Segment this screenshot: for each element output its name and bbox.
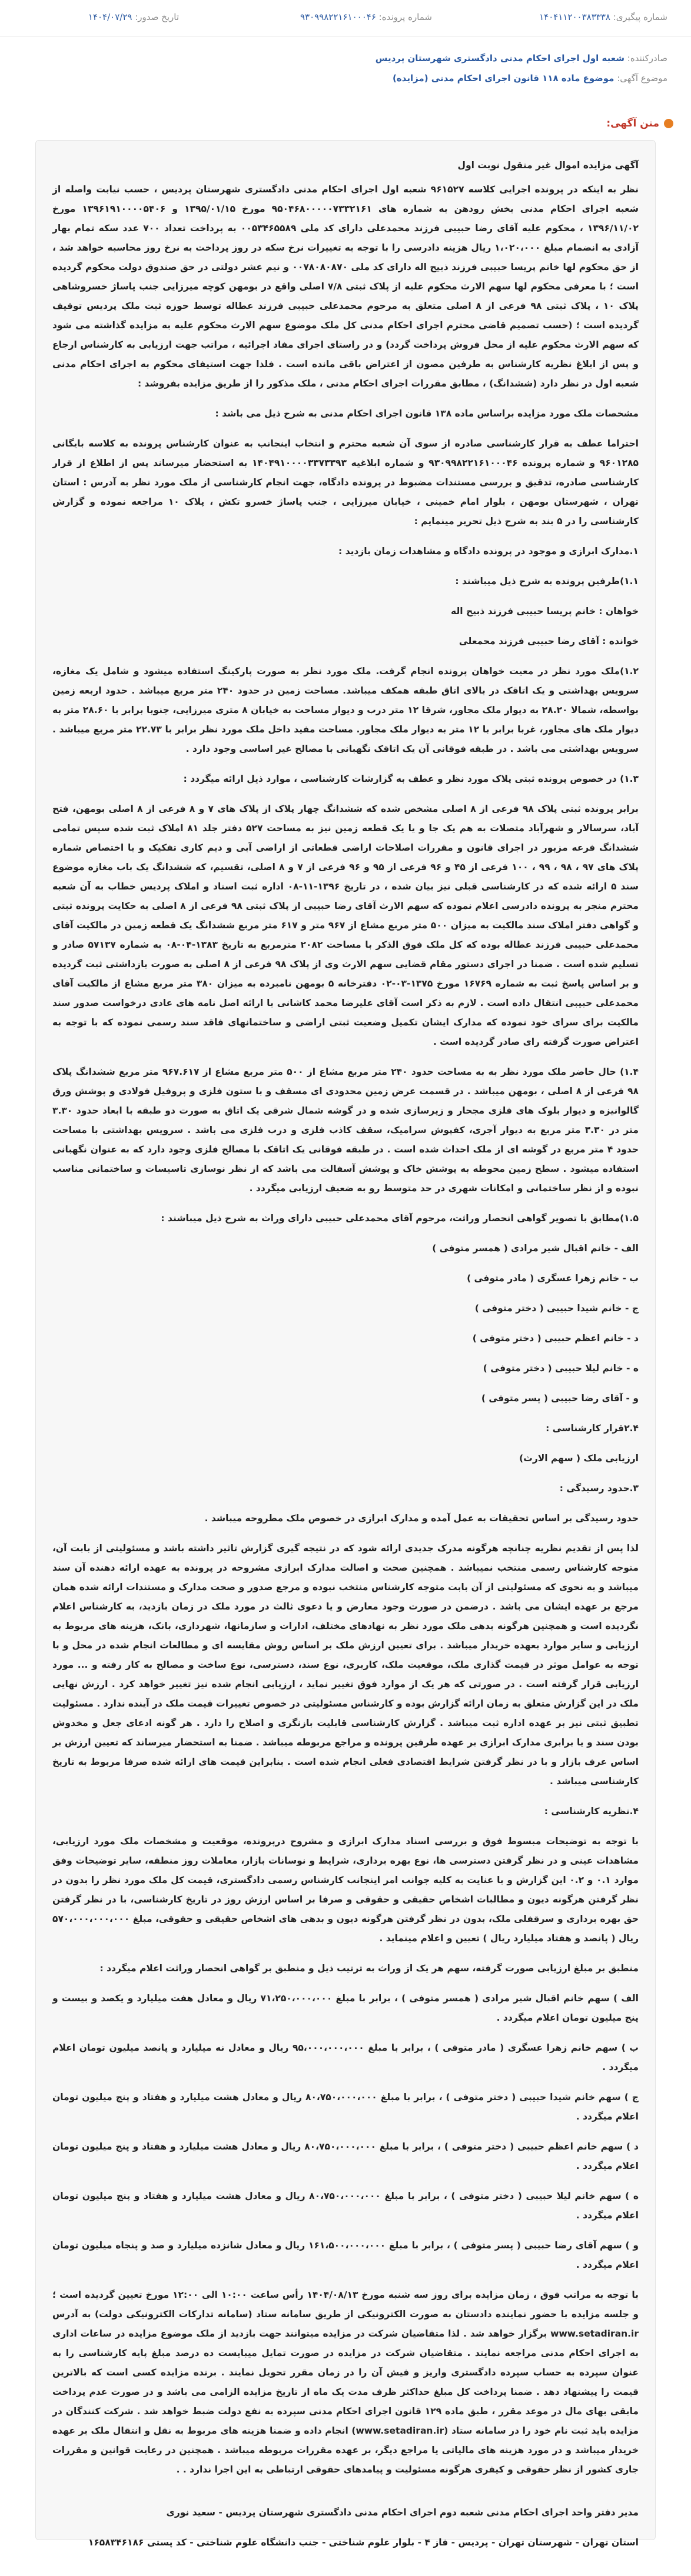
paragraph: ۱.۵)مطابق با تصویر گواهی انحصار وراثت، مرحوم آقای محمدعلی حبیبی دارای وراث به شرح ذیل میباشند :	[161, 1213, 639, 1224]
paragraph: الف ) سهم خانم اقبال شیر مرادی ( همسر متوفی ) ، برابر با مبلغ ۷۱،۲۵۰،۰۰۰،۰۰۰ ریال و معادل هفت میلیارد و یکصد و بیست و پنج میلیون تومان اعلام میگردد .	[52, 1993, 639, 2023]
paragraph: ه - خانم لیلا حبیبی ( دختر متوفی )	[483, 1363, 639, 1374]
address: استان تهران - شهرستان تهران - پردیس - فاز ۴ - بلوار علوم شناختی - جنب دانشگاه علوم شناختی - کد پستی ۱۶۵۸۳۴۶۱۸۶	[88, 2537, 639, 2548]
paragraph: برابر پرونده ثبتی پلاک ۹۸ فرعی از ۸ اصلی مشخص شده که ششدانگ چهار پلاک از پلاک های ۷ و ۸ فرعی از ۸ اصلی بومهن، فتح آباد، سرسالار و شهرآباد متصلات به هم یک جا و یا یک قطعه زمین نیز به مساحت ۵۲۷ دفتر جلد ۸۱ املاک ثبت شده سپس تمامی ششدانگ فرعه مزبور در اجرای قانون و مقررات اصلاحات اراضی قطعاتی از اراضی آبی و دیم کاری تفکیک و با اختصاص شماره پلاک های ۹۷ ، ۹۸ ، ۹۹ ، ۱۰۰ فرعی از ۴۵ و ۹۶ فرعی از ۹۵ و ۹۶ فرعی از ۷ و ۸ اصلی، تقسیم، که ششدانگ یک باب مغازه موضوع سند ۵ ارائه شده که در کارشناسی قبلی نیز بیان شده ، در تاریخ ۱۳۹۶-۱۱-۰۸ اداره ثبت اسناد و املاک پردیس خطاب به آن شعبه محترم منجر به پرونده دادرسی اعلام نموده که سهم الارث آقای رضا حبیبی از پلاک ثبتی ۹۸ فرعی از ۸ اصلی به حکایت پرونده ثبتی و گواهی دفتر املاک سند مالکیت به میزان ۵۰۰ متر مربع مشاع از ۹۶۷ متر و ۶۱۷ متر مربع ششدانگ یک قطعه زمین در مالکیت آقای محمدعلی حبیبی فرزند عطاله بوده که کل ملک فوق الذکر با مساحت ۲۰۸۲ مترمربع به تاریخ ۱۳۸۳-۰۴-۰۸ به شماره ۵۷۱۳۷ صادر و تسلیم شده است . ضمنا در اجرای دستور مقام قضایی سهم الارث وی از پلاک ۹۸ فرعی از ۸ اصلی به صورت بازداشتی ثبت گردیده و بر اساس پاسخ ثبت به شماره ۱۶۷۶۹ مورخ ۱۳۷۵-۰۳-۰۲ دفترخانه ۵ بومهن نامبرده به میزان ۳۸۰ متر مربع مشاع از مالکیت آقای محمدعلی حبیبی انتقال داده است . لازم به ذکر است آقای علیرضا محمد کاشانی با ارائه اصل نامه های عادی درخواست صدور سند مالکیت برای سرای خود نموده که مدارک ایشان تکمیل وضعیت ثبتی اراضی و ساختمانهای فاقد سند رسمی نموده که با توجه به اعتراض صورت گرفته رای صادر گردیده است .	[52, 804, 639, 1047]
notice-text-heading	[606, 118, 673, 129]
paragraph: ج ) سهم خانم شیدا حبیبی ( دختر متوفی ) ، برابر با مبلغ ۸۰،۷۵۰،۰۰۰،۰۰۰ ریال و معادل هشت میلیارد و هفتاد و پنج میلیون تومان اعلام میگردد .	[52, 2092, 639, 2122]
issuer-label: صادرکننده:	[627, 53, 667, 64]
paragraph: ه ) سهم خانم لیلا حبیبی ( دختر متوفی ) ، برابر با مبلغ ۸۰،۷۵۰،۰۰۰،۰۰۰ ریال و معادل هشت میلیارد و هفتاد و پنج میلیون تومان اعلام میگردد .	[52, 2191, 639, 2221]
paragraph: با توجه به توضیحات مبسوط فوق و بررسی اسناد مدارک ابرازی و مشروح درپرونده، موقعیت و مشخصات ملک مورد ارزیابی، مشاهدات عینی و در نظر گرفتن دسترسی ها، نوع بهره برداری، شرایط و نوسانات بازار، معاملات روز منطقه، سایر توضیحات وفق موارد ۰.۱ و ۰.۲ این گزارش و با عنایت به کلیه جوانب امر اینجانب کارشناس رسمی دادگستری، قیمت کل ملک مورد نظر را بدون در نظر گرفتن هرگونه دیون و مطالبات اشخاص حقیقی و حقوقی و صرفا بر اساس ارزش روز در تاریخ کارشناسی، با در نظر گرفتن حق بهره برداری و سرقفلی ملک، بدون در نظر گرفتن هرگونه دیون و بدهی های اشخاص حقیقی و حقوقی، مبلغ ۵۷۰،۰۰۰،۰۰۰،۰۰۰ ریال ( پانصد و هفتاد میلیارد ریال ) تعیین و اعلام مینماید .	[52, 1836, 639, 1944]
subject-row	[393, 73, 667, 84]
notice-number	[300, 12, 432, 22]
paragraph: نظر به اینکه در پرونده اجرایی کلاسه ۹۶۱۵۲۷ شعبه اول اجرای احکام مدنی دادگستری شهرستان پردیس ، حسب نیابت واصله از شعبه اجرای احکام مدنی بخش رودهن به شماره های ۹۵۰۴۶۸۰۰۰۰۰۷۳۳۲۱۶۱ مورخ ۱۳۹۵/۰۱/۱۵ و ۱۳۹۶۱۹۱۰۰۰۰۵۴۰۶ مورخ ۱۳۹۶/۱۱/۰۲ ، محکوم علیه آقای رضا حبیبی فرزند محمدعلی دارای کد ملی ۰۰۵۳۴۶۵۵۸۹ به پرداخت تعداد ۷۰۰ عدد سکه تمام بهار آزادی به انضمام مبلغ ۱،۰۲۰،۰۰۰ ریال هزینه دادرسی را با توجه به تغییرات نرخ سکه در روز پرداخت به نرخ روز محاسبه خواهد شد ، از حق محکوم لها خانم پریسا حبیبی فرزند ذبیح اله دارای کد ملی ۰۰۷۸۰۸۰۸۷۰ و نیم عشر دولتی در حق صندوق دولت محکوم گردیده است ؛ با معرفی محکوم لها سهم الارث محکوم علیه از پلاک ثبتی ۷/۸ اصلی واقع در بومهن کوچه میرزایی جنب پاساژ خسروشاهی پلاک ۱۰ ، پلاک ثبتی ۹۸ فرعی از ۸ اصلی متعلق به مرحوم محمدعلی حبیبی فرزند عطاله توسط حوزه ثبت ملک پردیس توقیف گردیده است ؛ (حسب تصمیم قاضی محترم اجرای احکام مدنی کل ملک موضوع سهم الارث محکوم علیه به مزایده گذاشته می شود که سهم الارث محکوم علیه از محل فروش پرداخت گردد) و در راستای اجرای مفاد اجرائیه ، مراتب جهت ارزیابی به کارشناس ارجاع و پس از ابلاغ نظریه کارشناس به طرفین مصون از اعتراض باقی مانده است . فلذا جهت استیفای محکوم به اجرای احکام مدنی شعبه اول در نظر دارد (ششدانگ) ، مطابق مقررات اجرای احکام مدنی ، ملک مذکور را از طریق مزایده بفروشد :	[52, 184, 639, 389]
paragraph: ج - خانم شیدا حبیبی ( دختر متوفی )	[474, 1303, 639, 1314]
subject-value: موضوع ماده ۱۱۸ قانون اجرای احکام مدنی (مزایده)	[392, 73, 614, 84]
paragraph: ب ) سهم خانم زهرا عسگری ( مادر متوفی ) ، برابر با مبلغ ۹۵،۰۰۰،۰۰۰،۰۰۰ ریال و معادل نه میلیارد و پانصد میلیون تومان اعلام میگردد .	[52, 2042, 639, 2072]
tracking-number	[539, 12, 667, 22]
paragraph-list	[52, 180, 639, 2480]
paragraph: احتراما عطف به قرار کارشناسی صادره از سوی آن شعبه محترم و انتخاب اینجانب به عنوان کارشناس پرونده به کلاسه بایگانی ۹۶۰۱۲۸۵ و شماره پرونده ۹۳۰۹۹۸۲۲۱۶۱۰۰۰۴۶ و شماره ابلاغیه ۱۴۰۴۹۱۰۰۰۰۳۳۷۳۳۹۳ به استحضار میرساند پس از اطلاع از قرار کارشناسی صادره، تدقیق و بررسی مستندات مضبوط در پرونده دادگاه، جهت انجام کارشناسی از ملک مورد نظر به آدرس : استان تهران ، شهرستان بومهن ، بلوار امام خمینی ، خیابان میرزایی ، جنب پاساژ خسرو تکش ، پلاک ۱۰ مراجعه نموده و گزارش کارشناسی را در ۵ بند به شرح ذیل تحریر مینمایم :	[52, 438, 639, 526]
paragraph: و ) سهم آقای رضا حبیبی ( پسر متوفی ) ، برابر با مبلغ ۱۶۱،۵۰۰،۰۰۰،۰۰۰ ریال و معادل شانزده میلیارد و صد و پنجاه میلیون تومان اعلام میگردد .	[52, 2240, 639, 2270]
paragraph: الف - خانم اقبال شیر مرادی ( همسر متوفی )	[432, 1243, 639, 1254]
notice-title: آگهی مزایده اموال غیر منقول نوبت اول	[457, 160, 639, 171]
paragraph: ۱.۲)ملک مورد نظر در معیت خواهان پرونده انجام گرفت. ملک مورد نظر به صورت پارکینگ استفاده میشود و شامل یک مغازه، سرویس بهداشتی و یک اتاقک در بالای اتاق طبقه همکف میباشد. مساحت زمین در حدود ۲۴۰ متر مربع میباشد . حدود اربعه زمین بواسطه، شمالا ۲۸.۲۰ به دیوار ملک مجاور، شرقا ۱۲ متر درب و دیوار مساحت به خیابان ۸ متری میرزایی، جنوبا برابر با ۲۸.۶۰ متر به دیوار ملک های مجاور، غربا برابر با ۱۲ متر به دیوار ملک مجاور. مساحت مفید داخل ملک مورد نظر برابر با ۲۲.۷۳ متر مربع میباشد . سرویس بهداشتی می باشد . در طبقه فوقانی آن یک اتاقک نگهبانی با مصالح غیر اساسی وجود دارد .	[52, 666, 639, 754]
notice-number-value: ۹۳۰۹۹۸۲۲۱۶۱۰۰۰۴۶	[300, 12, 376, 22]
paragraph: د - خانم اعظم حبیبی ( دختر متوفی )	[472, 1333, 639, 1344]
paragraph: ب - خانم زهرا عسگری ( مادر متوفی )	[467, 1273, 639, 1284]
bullet-icon	[664, 119, 673, 128]
paragraph: ۴.نظریه کارشناسی :	[544, 1806, 639, 1817]
paragraph: ۲.۴قرار کارشناسی :	[546, 1423, 639, 1434]
issuer-value: شعبه اول اجرای احکام مدنی دادگستری شهرستان پردیس	[375, 53, 624, 64]
paragraph: ۳.حدود رسیدگی :	[559, 1483, 639, 1494]
paragraph: خواهان : خانم پریسا حبیبی فرزند ذبیح اله	[451, 606, 639, 616]
issuer-row	[376, 53, 667, 64]
paragraph: ۱.مدارک ابرازی و موجود در پرونده دادگاه و مشاهدات زمان بازدید :	[338, 546, 639, 556]
issue-date	[88, 12, 179, 22]
paragraph: و - آقای رضا حبیبی ( پسر متوفی )	[481, 1393, 639, 1404]
paragraph: خوانده : آقای رضا حبیبی فرزند محمعلی	[459, 636, 639, 647]
signature: مدیر دفتر واحد اجرای احکام مدنی شعبه دوم اجرای احکام مدنی دادگستری شهرستان پردیس - سعید نوری	[166, 2507, 639, 2518]
paragraph: ارزیابی ملک ( سهم الارث)	[519, 1453, 639, 1464]
paragraph: ۱.۴) حال حاضر ملک مورد نظر به به مساحت حدود ۲۴۰ متر مربع مشاع از ۵۰۰ متر مربع مشاع از ۹۶۷.۶۱۷ متر مربع ششدانگ پلاک ۹۸ فرعی از ۸ اصلی ، بومهن میباشد . در قسمت عرض زمین محدودی ای مسقف و با ستون فلزی و پروفیل فولادی و پوشش ورق گالوانیزه و دیوار بلوک های فلزی مجحار و زیرسازی شده و در گوشه شمال شرقی یک اتاق به صورت دو طبقه با ابعاد حدود ۳.۳۰ متر در ۳.۳۰ متر مربع به دیوار آجری، کفپوش سرامیک، سقف کاذب فلزی و درب فلزی می باشد . سرویس بهداشتی با مساحت حدود ۴ متر مربع در گوشه ای از ملک احداث شده است . در طبقه فوقانی یک اتاقک با مصالح فلزی وجود دارد که به عنوان نگهبانی استفاده میشود . سطح زمین محوطه به پوشش خاک و پوشش آسفالت می باشد که از نظر نوسازی تاسیسات و ساختمانی مناسب نبوده و از نظر ساختمانی و امکانات شهری در حد متوسط رو به ضعیف ارزیابی میگردد .	[52, 1067, 639, 1194]
notice-number-label: شماره پرونده:	[378, 12, 432, 22]
header-bar	[0, 0, 691, 36]
issue-date-label: تاریخ صدور:	[135, 12, 179, 22]
paragraph: منطبق بر مبلغ ارزیابی صورت گرفته، سهم هر یک از وراث به ترتیب ذیل و منطبق بر گواهی انحصار وراثت اعلام میگردد :	[99, 1963, 639, 1974]
paragraph: لذا پس از تقدیم نظریه چنانچه هرگونه مدرک جدیدی ارائه شود که در نتیجه گیری گزارش تاثیر داشته باشد و مسئولیتی از بابت آن، متوجه کارشناس رسمی منتخب نمیباشد . همچنین صحت و اصالت مدارک ابرازی مشروحه در پرونده به عهده ارائه دهنده آن سند میباشد و به نحوی که مسئولیتی از آن بابت متوجه کارشناس منتخب نبوده و مرجع صدور و صحت مدارک و مستندات ارائه شده همان مرجع بر عهده ایشان می باشد . درضمن در صورت وجود معارض و یا دعوی ثالث در مورد ملک در زمان بازدید، به کارشناس اعلام نگردیده است و همچنین هرگونه بدهی ملک مورد نظر به نهادهای مختلف، ادارات و سازمانها، شهرداری، بانک، هزینه های مربوط به ارزیابی و سایر موارد بعهده خریدار میباشد . برای تعیین ارزش ملک بر اساس روش مقایسه ای و مطالعات انجام شده در محل و با توجه به عوامل موثر در قیمت گذاری ملک، موقعیت ملک، کاربری، نوع سند، دسترسی، نوع ساخت و مصالح به کار رفته و ... مورد ارزیابی قرار گرفته است . در صورتی که هر یک از موارد فوق تغییر نماید ، ارزیابی انجام شده نیز تغییر خواهد کرد . ارزش نهایی ملک در این گزارش متعلق به زمان ارائه گزارش بوده و کارشناس مسئولیتی در خصوص تغییرات قیمت ملک در آینده ندارد . مسئولیت تطبیق ثبتی نیز بر عهده اداره ثبت میباشد . گزارش کارشناسی قابلیت بازنگری و اصلاح را دارد . هر گونه ادعای جعل و مخدوش بودن سند و یا برابری مدارک ابرازی بر عهده طرفین پرونده و مراجع مربوطه میباشد . ضمنا به استحضار میرساند که تعیین ارزش بر اساس عرف بازار و با در نظر گرفتن شرایط اقتصادی فعلی انجام شده است . بنابراین قیمت های ارائه شده صرفا مربوط به تاریخ کارشناسی میباشد .	[52, 1543, 639, 1787]
tracking-label: شماره پیگیری:	[613, 12, 667, 22]
paragraph: حدود رسیدگی بر اساس تحقیقات به عمل آمده و مدارک ابرازی در خصوص ملک مطروحه میباشد .	[204, 1513, 639, 1524]
notice-text-label: متن آگهی:	[606, 118, 659, 129]
tracking-value: ۱۴۰۴۱۱۲۰۰۳۸۳۳۳۸	[539, 12, 610, 22]
paragraph: ۱.۳) در خصوص پرونده ثبتی پلاک مورد نظر و عطف به گزارشات کارشناسی ، موارد ذیل ارائه میگردد :	[183, 774, 639, 784]
notice-body	[35, 140, 656, 2548]
paragraph: مشخصات ملک مورد مزایده براساس ماده ۱۳۸ قانون اجرای احکام مدنی به شرح ذیل می باشد :	[215, 408, 639, 419]
subject-label: موضوع آگهی:	[617, 73, 667, 84]
paragraph: با توجه به مراتب فوق ، زمان مزایده برای روز سه شنبه مورخ ۱۴۰۴/۰۸/۱۳ رأس ساعت ۱۰:۰۰ الی ۱۲:۰۰ مورخ تعیین گردیده است ؛ و جلسه مزایده با حضور نماینده دادستان به صورت الکترونیکی از طریق سامانه ستاد (سامانه تدارکات الکترونیکی دولت) به آدرس www.setadiran.ir برگزار خواهد شد . لذا متقاضیان شرکت در مزایده میتوانند جهت بازدید از ملک موضوع مزایده در ساعات اداری به اجرای احکام مدنی مراجعه نمایند . متقاضیان شرکت در مزایده در صورت تمایل میبایست ده درصد مبلغ پایه کارشناسی را به عنوان سپرده به حساب سپرده دادگستری واریز و فیش آن را در زمان مقرر تحویل نمایند . برنده مزایده کسی است که بالاترین قیمت را پیشنهاد دهد . ضمنا پرداخت کل مبلغ حداکثر ظرف مدت یک ماه از تاریخ مزایده الزامی می باشد و در صورت عدم پرداخت مابقی بهای مال در موعد مقرر ، طبق ماده ۱۲۹ قانون اجرای احکام مدنی سپرده به نفع دولت ضبط خواهد شد . شرکت کنندگان در مزایده باید ثبت نام خود را در سامانه ستاد (www.setadiran.ir) انجام داده و ضمنا هزینه های مربوط به نقل و انتقال ملک بر عهده خریدار میباشد و در مورد هزینه های مالیاتی یا مراجع دیگر، بر عهده مقررات مربوطه میباشد . همچنین در رعایت قوانین و مقررات جاری کشور از نظر حقوقی و کیفری هرگونه مسئولیت و پیامدهای حقوقی ارتباطی به این اجرا ندارد . .	[52, 2290, 639, 2475]
paragraph: د ) سهم خانم اعظم حبیبی ( دختر متوفی ) ، برابر با مبلغ ۸۰،۷۵۰،۰۰۰،۰۰۰ ریال و معادل هشت میلیارد و هفتاد و پنج میلیون تومان اعلام میگردد .	[52, 2141, 639, 2171]
paragraph: ۱.۱)طرفین پرونده به شرح ذیل میباشند :	[455, 576, 639, 586]
issue-date-value: ۱۴۰۴/۰۷/۲۹	[88, 12, 132, 22]
